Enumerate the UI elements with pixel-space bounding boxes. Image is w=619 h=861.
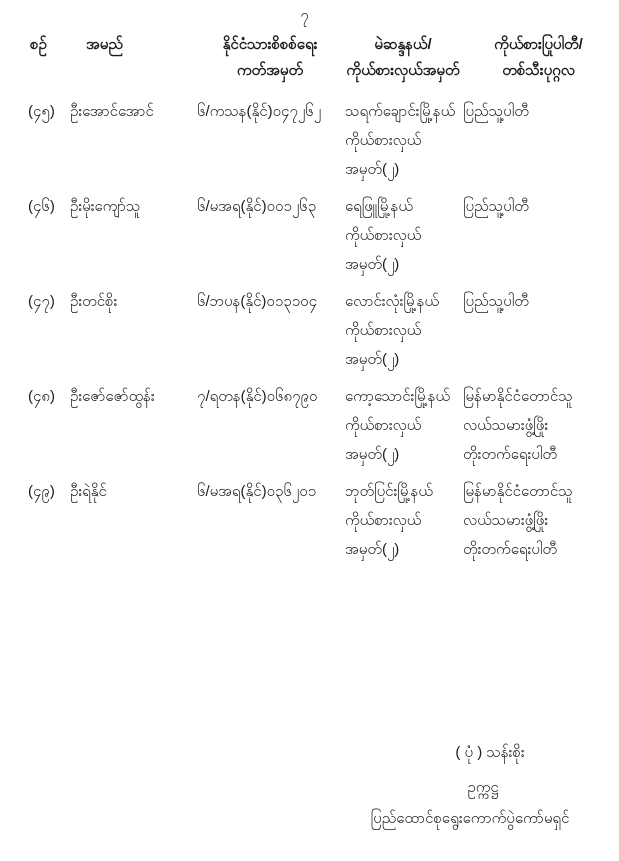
table-row [0, 382, 619, 469]
row-name: ဦးအောင်အောင် [70, 103, 154, 120]
page-number: ၇ [300, 7, 309, 24]
header-name: အမည် [86, 36, 123, 53]
signature-title: ဥက္ကဋ္ဌ [467, 779, 499, 796]
header-party: ကိုယ်စားပြုပါတီ/ တစ်သီးပုဂ္ဂလ [494, 36, 583, 79]
header-nrc: နိုင်ငံသားစိစစ်ရေး ကတ်အမှတ် [222, 36, 318, 79]
row-party: ပြည်သူ့ပါတီ [463, 103, 529, 120]
row-nrc-number: ၆/ကသန(နိုင်)၀၄၇၂၆၂ [197, 103, 322, 120]
signature-organization: ပြည်ထောင်စုရွေးကောက်ပွဲကော်မရှင် [370, 810, 570, 827]
row-constituency: ရေဖြူမြို့နယ် ကိုယ်စားလှယ် အမှတ်(၂) [345, 198, 422, 273]
header-serial: စဉ် [30, 36, 47, 53]
table-row [0, 287, 619, 374]
row-serial: (၄၆) [28, 198, 55, 215]
table-row [0, 477, 619, 564]
row-serial: (၄၉) [28, 483, 55, 500]
row-constituency: ဘုတ်ပြင်းမြို့နယ် ကိုယ်စားလှယ် အမှတ်(၂) [345, 483, 433, 558]
row-nrc-number: ၆/မအရ(နိုင်)၀၀၁၂၆၃ [197, 198, 317, 215]
row-party: ပြည်သူ့ပါတီ [463, 198, 529, 215]
row-name: ဦးတင်စိုး [70, 293, 118, 310]
row-nrc-number: ၇/ရတန(နိုင်)၀၆၈၇၉၀ [197, 388, 318, 405]
row-nrc-number: ၆/ဘပန(နိုင်)၀၁၃၁၀၄ [197, 293, 318, 310]
row-nrc-number: ၆/မအရ(နိုင်)၀၃၆၂၀၁ [197, 483, 317, 500]
row-party: မြန်မာနိုင်ငံတောင်သူ လယ်သမားဖွံ့ဖြိုး တိုးတက်ရေးပါတီ [463, 483, 573, 558]
row-name: ဦးရဲနိုင် [70, 483, 107, 500]
table-row [0, 192, 619, 279]
row-constituency: ကော့သောင်းမြို့နယ် ကိုယ်စားလှယ် အမှတ်(၂) [345, 388, 451, 463]
row-constituency: သရက်ချောင်းမြို့နယ် ကိုယ်စားလှယ် အမှတ်(၂) [345, 103, 456, 178]
row-serial: (၄၅) [28, 103, 55, 120]
row-serial: (၄၈) [28, 388, 55, 405]
signature-name: ( ပုံ ) သန်းစိုး [455, 744, 525, 761]
row-party: ပြည်သူ့ပါတီ [463, 293, 529, 310]
table-row [0, 97, 619, 184]
row-party: မြန်မာနိုင်ငံတောင်သူ လယ်သမားဖွံ့ဖြိုး တိုးတက်ရေးပါတီ [463, 388, 573, 463]
header-constituency: မဲဆန္ဒနယ်/ ကိုယ်စားလှယ်အမှတ် [346, 36, 460, 79]
row-serial: (၄၇) [28, 293, 55, 310]
row-name: ဦးမိုးကျော်သူ [70, 198, 141, 215]
row-name: ဦးဇော်ဇော်ထွန်း [70, 388, 155, 405]
row-constituency: လောင်းလုံးမြို့နယ် ကိုယ်စားလှယ် အမှတ်(၂) [345, 293, 440, 368]
table-header [0, 32, 619, 84]
